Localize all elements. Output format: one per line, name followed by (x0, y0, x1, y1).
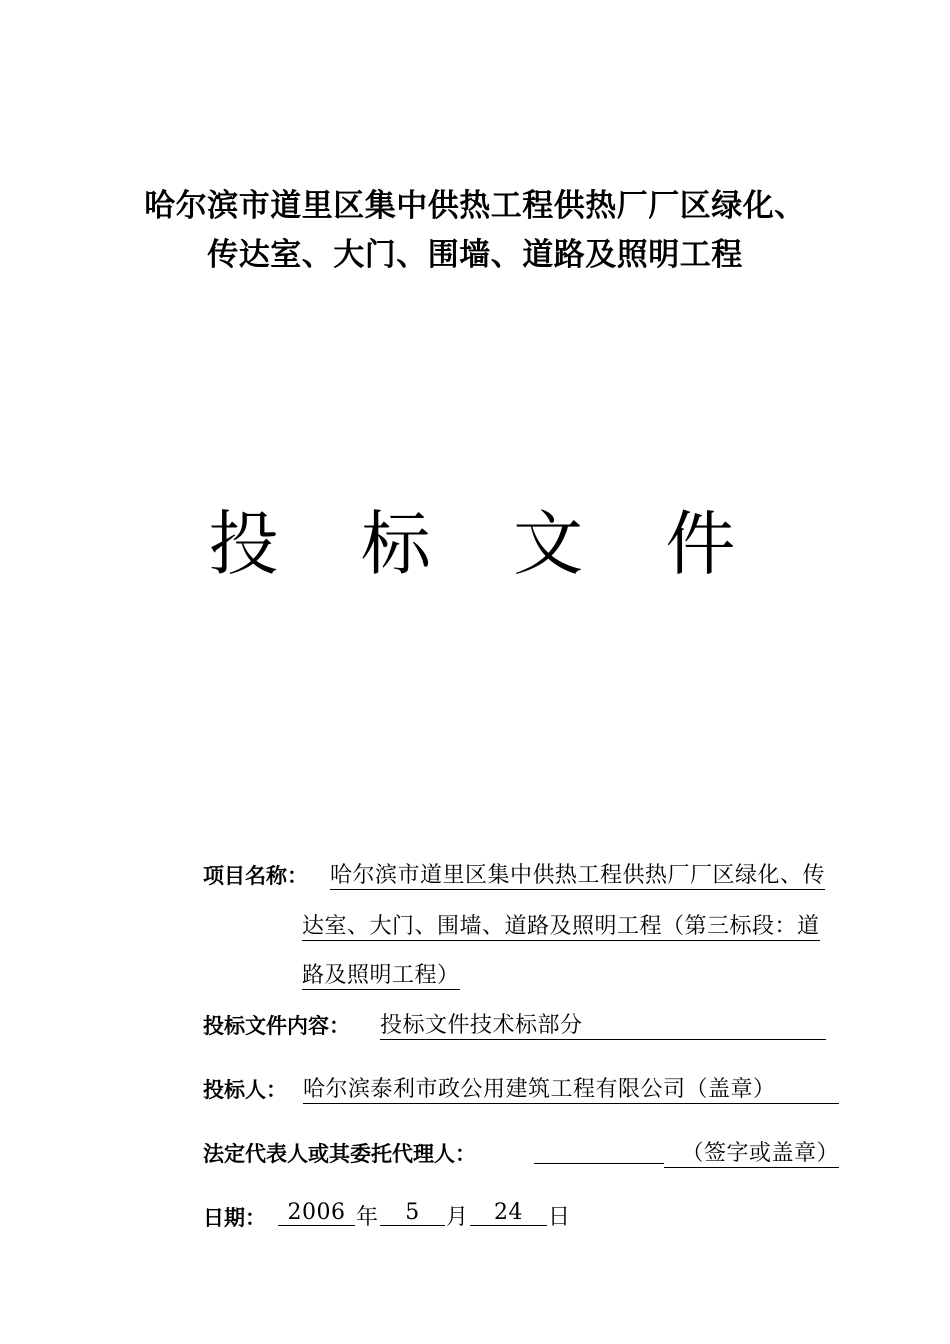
document-title-line-2: 传达室、大门、围墙、道路及照明工程 (207, 237, 743, 273)
project-name-line-2: 达室、大门、围墙、道路及照明工程（第三标段：道 (302, 909, 820, 941)
document-title-line-1: 哈尔滨市道里区集中供热工程供热厂厂区绿化、 (144, 188, 806, 224)
date-label: 日期： (203, 1206, 266, 1230)
date-day-unit: 日 (548, 1205, 571, 1230)
date-day: 24 (470, 1200, 547, 1226)
legal-representative-label: 法定代表人或其委托代理人： (203, 1142, 476, 1166)
date-year: 2006 (278, 1200, 355, 1226)
bid-content-label: 投标文件内容： (203, 1014, 350, 1038)
signature-blank (534, 1137, 664, 1164)
project-name-line-3: 路及照明工程） (302, 958, 460, 990)
signature-note: （签字或盖章） (664, 1136, 839, 1168)
bidder-value: 哈尔滨泰利市政公用建筑工程有限公司（盖章） (303, 1072, 839, 1104)
bid-content-value: 投标文件技术标部分 (380, 1008, 826, 1040)
project-name-line-1: 哈尔滨市道里区集中供热工程供热厂厂区绿化、传 (330, 858, 825, 890)
date-month-unit: 月 (446, 1205, 469, 1230)
project-name-label: 项目名称： (203, 864, 308, 888)
document-type-heading: 投 标 文 件 (208, 503, 766, 585)
bidder-label: 投标人： (203, 1078, 287, 1102)
date-month: 5 (380, 1200, 445, 1226)
date-year-unit: 年 (356, 1205, 379, 1230)
